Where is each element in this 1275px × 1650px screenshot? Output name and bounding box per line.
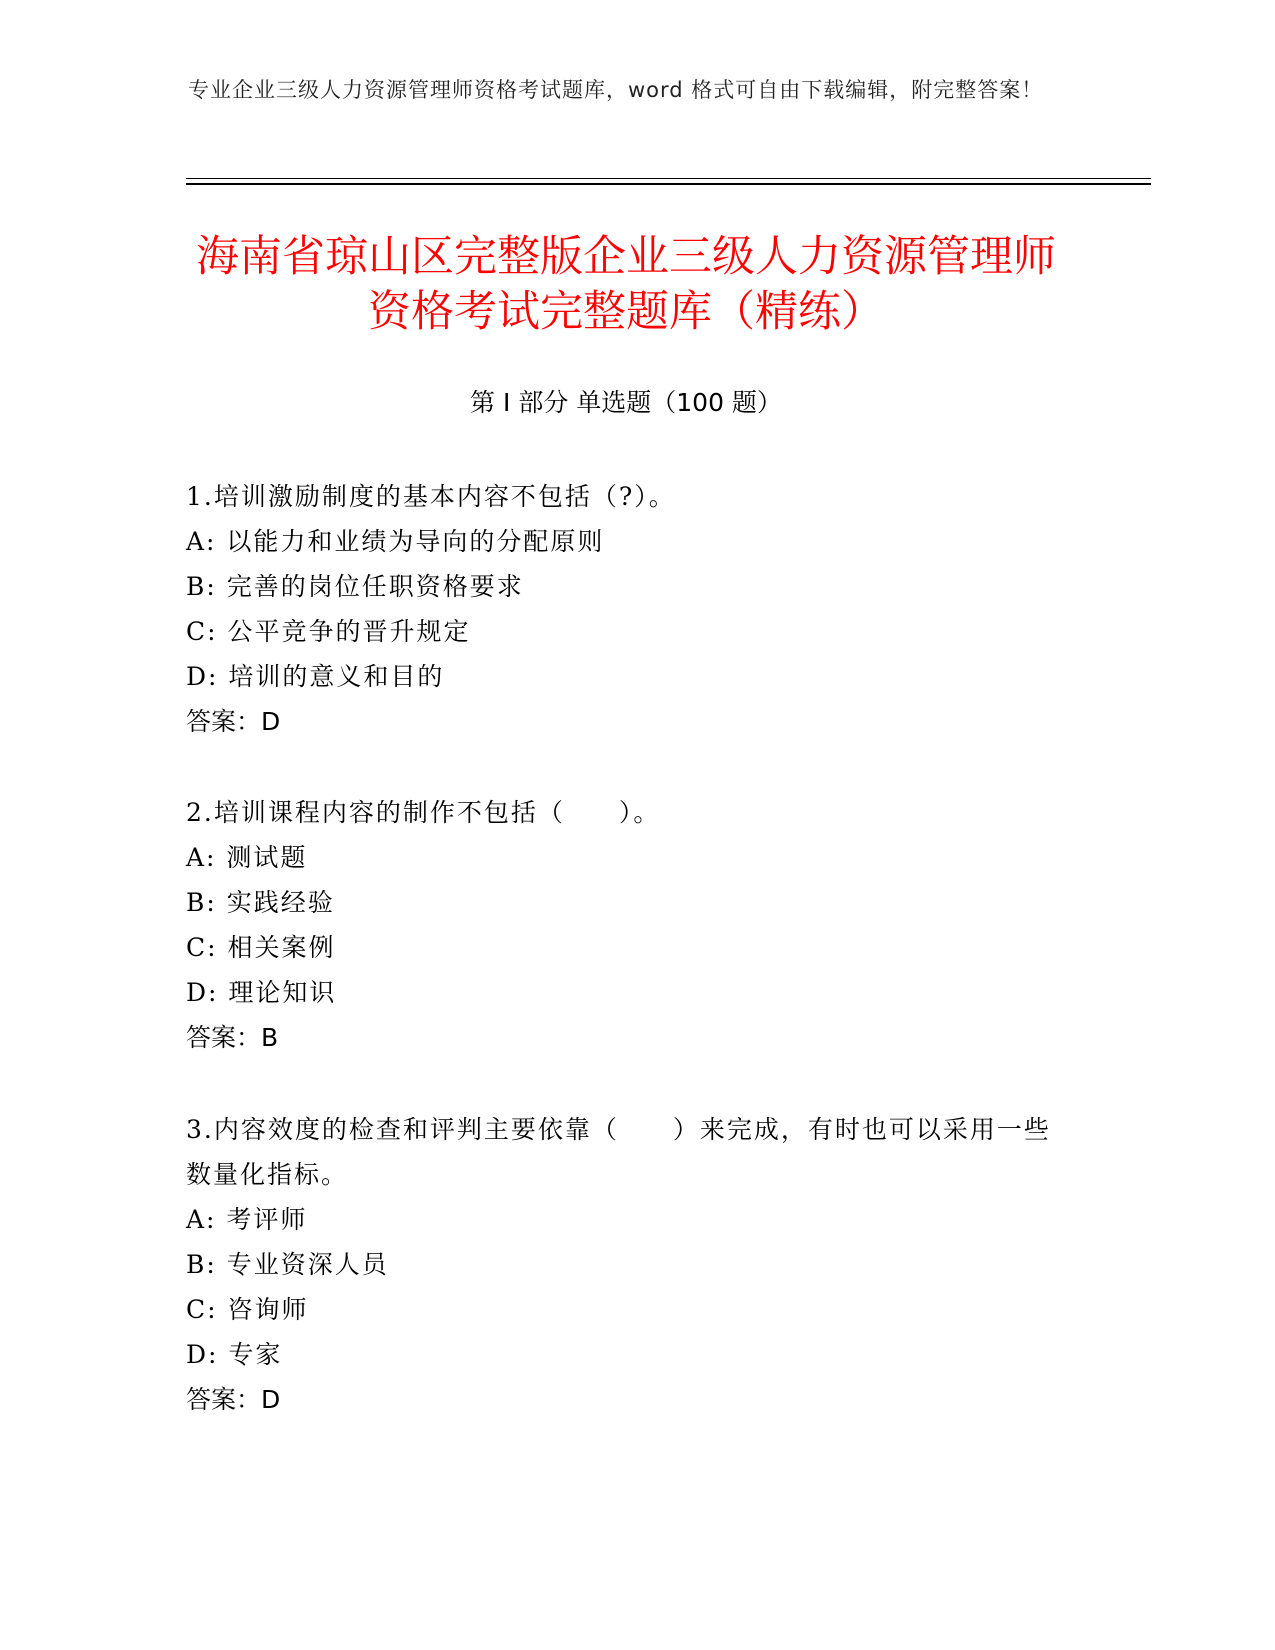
question-stem: 3.内容效度的检查和评判主要依靠（ ）来完成，有时也可以采用一些数量化指标。	[186, 1115, 1051, 1189]
document-title: 海南省琼山区完整版企业三级人力资源管理师资格考试完整题库（精练）	[196, 232, 1056, 337]
question-1	[186, 474, 1066, 744]
question-3	[186, 1107, 1066, 1422]
option-b: B: 完善的岗位任职资格要求	[186, 572, 524, 601]
option-c: C: 公平竞争的晋升规定	[186, 617, 471, 646]
header-divider-thin	[186, 178, 1151, 179]
answer: 答案：D	[186, 1385, 281, 1414]
header-divider-thick	[186, 183, 1151, 185]
header-note: 专业企业三级人力资源管理师资格考试题库，word 格式可自由下载编辑，附完整答案！	[188, 78, 1044, 102]
option-d: D: 培训的意义和目的	[186, 662, 445, 691]
section-title: 第 I 部分 单选题（100 题）	[470, 388, 782, 417]
option-b: B: 专业资深人员	[186, 1250, 389, 1279]
option-c: C: 咨询师	[186, 1295, 309, 1324]
option-d: D: 理论知识	[186, 978, 337, 1007]
question-stem: 1.培训激励制度的基本内容不包括（?）。	[186, 482, 676, 511]
question-stem: 2.培训课程内容的制作不包括（ ）。	[186, 798, 661, 827]
option-b: B: 实践经验	[186, 888, 335, 917]
option-a: A: 考评师	[186, 1205, 308, 1234]
answer: 答案：D	[186, 707, 281, 736]
option-c: C: 相关案例	[186, 933, 336, 962]
question-2	[186, 790, 1066, 1060]
answer: 答案：B	[186, 1023, 279, 1052]
option-a: A: 测试题	[186, 843, 308, 872]
option-d: D: 专家	[186, 1340, 283, 1369]
option-a: A: 以能力和业绩为导向的分配原则	[186, 527, 605, 556]
